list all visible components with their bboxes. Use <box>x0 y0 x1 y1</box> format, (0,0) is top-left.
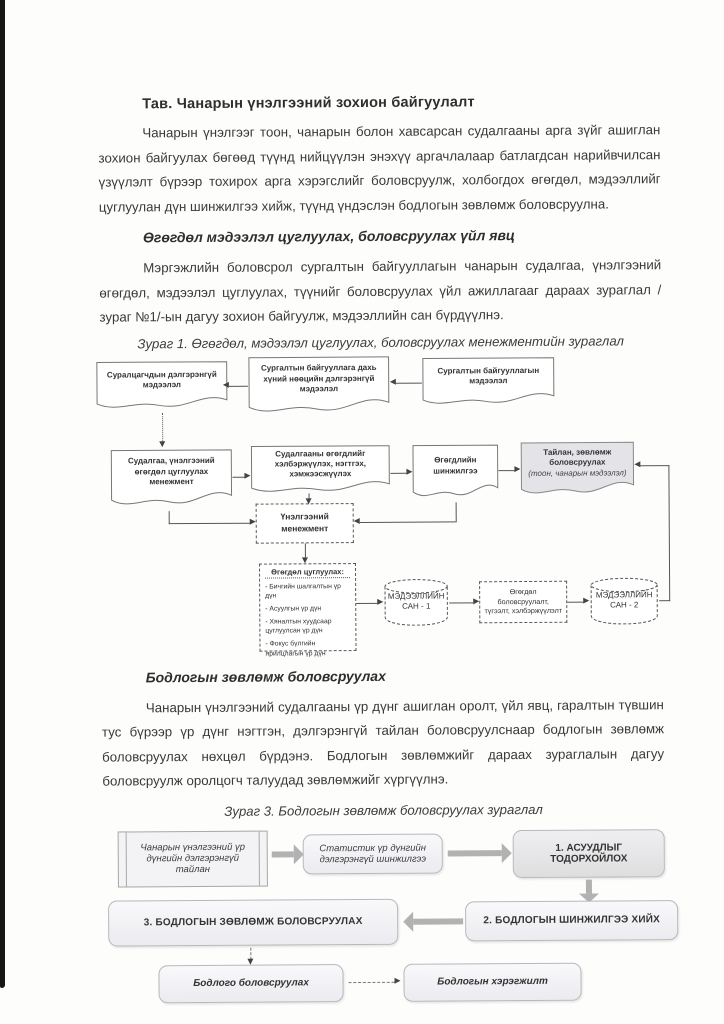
node-label: Өгөгдлийн шинжилгээ <box>433 455 478 476</box>
paragraph-3: Чанарын үнэлгээний судалгааны үр дүнг ашиглан оролт, үйл явц, гаралтын түвшин тус бүрээр үр дүнг нэгтгэн, дэлгэрэнгүй тайлан боловсруулснаар бодлогын зөвлөмж боловсруулах нөхцөл бүрдэнэ. Бодлогын зөвлөмжийг дараах зураглалын дагуу боловсруулж оролцогч талуудад зөвлөмжийг хүргүүлнэ. <box>101 696 665 789</box>
node-data-processing <box>479 580 567 623</box>
arrowhead-list-to-db1 <box>377 599 383 605</box>
connector-eval-to-list <box>305 543 306 557</box>
node-hr-info <box>248 355 390 418</box>
node-label: Судалгааны өгөгдлийг хэлбэржүүлэх, нэгтгэх, хэмжээсжүүлэх <box>274 448 367 479</box>
node-data-collection-list <box>259 563 357 658</box>
fat-arrow-step2-to-step3 <box>413 918 463 924</box>
connector-analysis-to-eval-h <box>360 521 456 523</box>
node-label: Сургалтын байгууллагын мэдээлэл <box>437 365 540 386</box>
arrowhead-format-to-analysis <box>406 469 412 475</box>
collection-list-item: - Хяналтын хуудсаар цуглуулсан үр дүн <box>265 618 332 635</box>
connector-analysis-to-report <box>498 470 514 471</box>
collection-list-item: - Бичгийн шалгалтын үр дүн <box>265 582 341 600</box>
connector-format-to-analysis <box>390 472 406 473</box>
report-label-main: Тайлан, зөвлөмж боловсруулах <box>543 447 612 468</box>
fat-arrow-report-to-stat <box>272 851 294 857</box>
figure2-caption: Зураг 3. Бодлогын зөвлөмж боловсруулах зураглал <box>224 801 543 819</box>
connector-analysis-to-eval-v <box>456 502 457 522</box>
connector-db1-to-processing <box>449 602 473 603</box>
connector-collect-to-eval <box>169 522 250 523</box>
arrowhead-collect-to-format <box>244 473 250 479</box>
node-data-analysis <box>412 444 498 503</box>
node-step1-define-problem <box>513 829 665 878</box>
node-database-2 <box>589 576 659 624</box>
node-collect-management <box>110 448 232 511</box>
fat-arrowhead-stat-to-step1 <box>502 843 512 863</box>
node-label: Бодлогын хэрэгжилт <box>437 975 548 988</box>
arrowhead-policy-dev-to-impl <box>395 978 401 984</box>
node-policy-development <box>158 964 343 1003</box>
node-label: Чанарын үнэлгээний үр дүнгийн дэлгэрэнгүй тайлан <box>140 841 246 876</box>
section-title: Тав. Чанарын үнэлгээний зохион байгуулалт <box>142 94 475 113</box>
arrowhead-db2-to-report <box>634 461 640 467</box>
node-label: Үнэлгээний менежмент <box>280 511 329 533</box>
collection-list-item: - Фокус бүлгийн ярилцлагын үр дүн <box>265 640 326 658</box>
arrowhead-students-to-collect <box>159 441 165 447</box>
node-format-data <box>250 444 390 497</box>
paragraph-2: Мэргэжлийн боловсрол сургалтын байгууллагын чанарын судалгаа, үнэлгээний өгөгдөл, мэдээлэл цуглуулах, түүнийг боловсруулах үйл ажиллагааг дараах зураглал /зураг №1/-ын дагуу зохион байгуулж, мэдээллийн сан бүрдүүлнэ. <box>99 257 662 325</box>
node-detailed-report <box>118 830 268 887</box>
arrowhead-format-to-eval <box>305 498 311 504</box>
connector-hr-to-students <box>229 385 248 386</box>
node-label: 1. АСУУДЛЫГ ТОДОРХОЙЛОХ <box>550 841 628 865</box>
arrowhead-step3-to-policy-dev <box>247 958 253 964</box>
node-label: 3. БОДЛОГЫН ЗӨВЛӨМЖ БОЛОВСРУУЛАХ <box>143 916 363 929</box>
paragraph-1: Чанарын үнэлгээг тоон, чанарын болон хавсарсан судалгааны арга зүйг ашиглан зохион байгуулах бөгөөд түүнд нийцүүлэн энэхүү аргачлалаар батлагдсан нарийвчилсан үзүүлэлт бүрээр тохирох арга хэрэгслийг боловсруулж, холбогдох өгөгдөл, мэдээллийг цуглуулан дүн шинжилгээ хийж, түүнд үндэслэн бодлогын зөвлөмж боловсруулна. <box>98 122 661 215</box>
arrowhead-processing-to-db2 <box>583 598 589 604</box>
connector-db2-feedback-top <box>640 465 669 466</box>
arrowhead-db1-to-processing <box>473 598 479 604</box>
arrowhead-analysis-to-report <box>514 466 520 472</box>
node-label: МЭДЭЭЛЛИЙН САН - 1 <box>387 591 445 611</box>
node-label: Өгөгдөл боловсруулалт, түгээлт, хэлбэржүүлэлт <box>484 586 563 616</box>
node-report-development <box>520 441 634 500</box>
connector-students-to-collect <box>162 413 163 441</box>
connector-db2-feedback-vertical <box>668 465 670 601</box>
connector-collect-to-format <box>232 476 244 477</box>
arrowhead-eval-to-list <box>301 557 307 563</box>
node-label <box>525 443 630 483</box>
figure1-diagram <box>88 352 690 656</box>
connector-list-to-db1 <box>356 602 377 603</box>
fat-arrowhead-step2-to-step3 <box>403 911 413 931</box>
node-label: Бодлого боловсруулах <box>193 977 309 990</box>
subheading-data-process: Өгөгдөл мэдээлэл цуглуулах, боловсруулах үйл явц <box>142 227 515 246</box>
report-label-sub: (тоон, чанарын мэдээлэл) <box>528 468 627 478</box>
node-institution-info <box>422 356 555 409</box>
connector-processing-to-db2 <box>567 601 583 602</box>
node-step2-policy-analysis <box>465 900 678 941</box>
node-label: 2. БОДЛОГЫН ШИНЖИЛГЭЭ ХИЙХ <box>483 914 661 927</box>
connector-policy-dev-to-impl <box>349 981 395 982</box>
figure2-diagram <box>98 822 684 1011</box>
node-step3-develop-recommendation <box>108 898 398 946</box>
collection-list-item: - Асуулгын үр дүн <box>265 605 322 613</box>
fat-arrow-step1-to-step2 <box>586 879 592 893</box>
node-statistical-analysis <box>303 833 443 874</box>
node-label: Статистик үр дүнгийн дэлгэрэнгүй шинжилгээ <box>319 842 427 865</box>
node-label: Суралцагчдын дэлгэрэнгүй мэдээлэл <box>106 369 217 390</box>
connector-institution-to-hr <box>396 382 422 383</box>
arrowhead-collect-to-eval <box>250 519 256 525</box>
node-database-1 <box>383 577 449 625</box>
node-label: МЭДЭЭЛЛИЙН САН - 2 <box>595 589 653 610</box>
node-label: Судалгаа, үнэлгээний өгөгдөл цуглуулах менежмент <box>127 456 215 487</box>
node-policy-implementation <box>403 962 581 1001</box>
node-students-info <box>96 360 228 413</box>
subheading-policy: Бодлогын зөвлөмж боловсруулах <box>145 667 386 685</box>
figure1-caption: Зураг 1. Өгөгдөл, мэдээлэл цуглуулах, боловсруулах менежментийн зураглал <box>137 332 624 351</box>
node-evaluation-management <box>256 503 354 544</box>
node-label: Сургалтын байгууллага дахь хүний нөөцийн дэлгэрэнгүй мэдээлэл <box>260 363 377 394</box>
collection-list-title: Өгөгдөл цуглуулах: <box>265 567 350 579</box>
fat-arrow-stat-to-step1 <box>448 850 502 856</box>
